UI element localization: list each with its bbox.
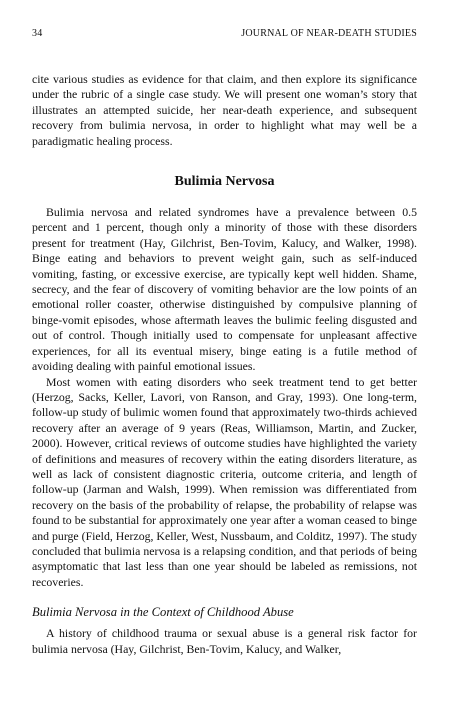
running-head xyxy=(32,28,417,40)
section-heading: Bulimia Nervosa xyxy=(174,174,275,190)
subsection-heading: Bulimia Nervosa in the Context of Childhood Abuse xyxy=(32,605,294,620)
body-paragraph: A history of childhood trauma or sexual abuse is a general risk factor for bulimia nervosa (Hay, Gilchrist, Ben-Tovim, Kalucy, and Walker, xyxy=(32,626,417,656)
intro-paragraph: cite various studies as evidence for that claim, and then explore its significance under the rubric of a single case study. We will present one woman’s story that illustrates an attempted suicide, her near-death experience, and subsequent recovery from bulimia nervosa, in order to highlight what may well be a paradigmatic healing process. xyxy=(32,72,417,148)
body-paragraph: Bulimia nervosa and related syndromes have a prevalence between 0.5 percent and 1 percent, though only a minority of those with these disorders present for treatment (Hay, Gilchrist, Ben-Tovim, Kalucy, and Walker, 1998). Binge eating and behaviors to prevent weight gain, such as self-induced vomiting, fasting, or excessive exercise, are typically kept well hidden. Shame, secrecy, and the fear of discovery of vomiting behavior are the low points of an emotional roller coaster, otherwise distinguished by compulsive planning of binge-vomit episodes, whose aftermath leaves the bulimic feeling disgusted and out of control. Though initially used to compensate for unpleasant affective experiences, for all its eventual misery, binge eating is a futile method of avoiding dealing with painful emotional issues. xyxy=(32,205,417,374)
page-number: 34 xyxy=(32,28,43,39)
journal-page xyxy=(32,28,417,657)
journal-title: JOURNAL OF NEAR-DEATH STUDIES xyxy=(241,28,417,39)
body-paragraph: Most women with eating disorders who seek treatment tend to get better (Herzog, Sacks, Keller, Lavori, von Ranson, and Gray, 1993). One long-term, follow-up study of bulimic women found that approximately two-thirds achieved recovery after an average of 9 years (Reas, Williamson, Martin, and Zucker, 2000). However, critical reviews of outcome studies have highlighted the variety of definitions and measures of recovery within the eating disorders literature, as well as lack of consistent diagnostic criteria, outcome criteria, and length of follow-up (Jarman and Walsh, 1999). When remission was differentiated from recovery on the basis of the probability of relapse, the probability of relapse was found to be substantial for approximately one year after a woman ceased to binge and purge (Field, Herzog, Keller, West, Nussbaum, and Colditz, 1997). The study concluded that bulimia nervosa is a relapsing condition, and that periods of being asymptomatic that last less than one year should be labeled as remissions, not recoveries. xyxy=(32,374,417,589)
